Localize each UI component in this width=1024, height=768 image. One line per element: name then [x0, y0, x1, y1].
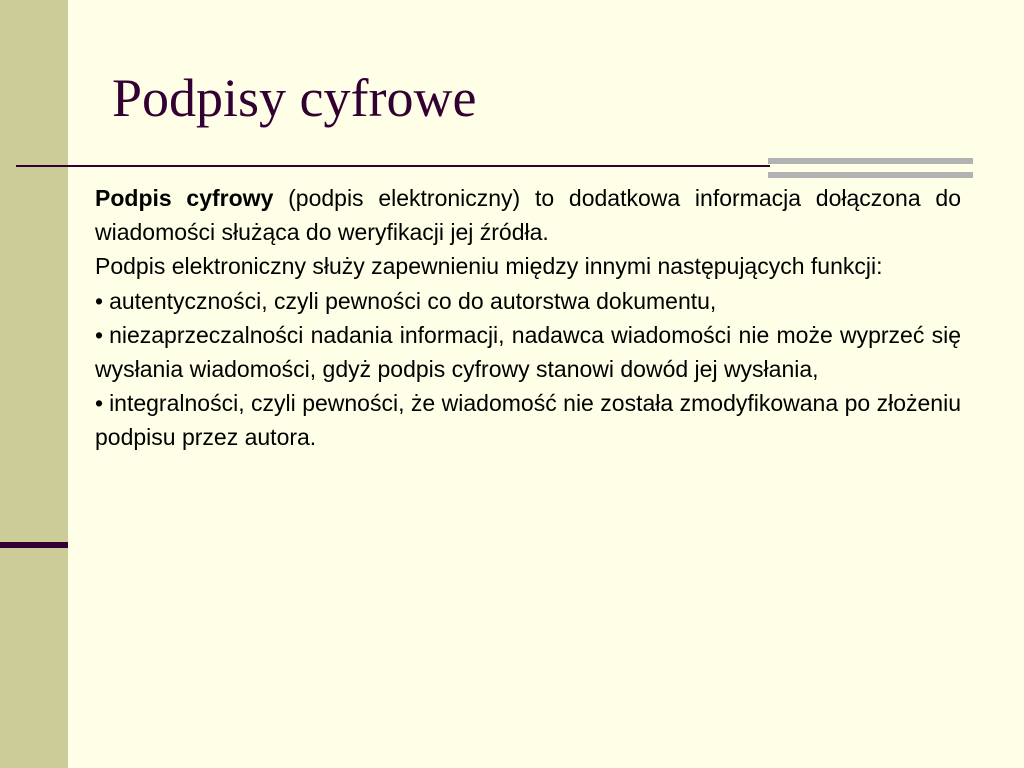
slide-title: Podpisy cyfrowe — [112, 68, 477, 128]
gray-bar-bottom — [768, 172, 973, 178]
left-sidebar-bar — [0, 0, 68, 768]
bullet-text: niezaprzeczalności nadania informacji, nadawca wiadomości nie może wyprzeć się wysłania wiadomości, gdyż podpis cyfrowy stanowi dowód jej wysłania, — [95, 321, 961, 383]
bullet-item — [95, 284, 961, 318]
title-divider — [16, 165, 770, 167]
bullet-text: autentyczności, czyli pewności co do autorstwa dokumentu, — [109, 287, 717, 314]
left-accent-line — [0, 542, 68, 548]
functions-intro: Podpis elektroniczny służy zapewnieniu między innymi następujących funkcji: — [95, 253, 883, 280]
bullet-icon: • — [95, 287, 104, 314]
bullet-icon: • — [95, 390, 104, 417]
intro-term: Podpis cyfrowy — [95, 185, 274, 211]
bullet-text: integralności, czyli pewności, że wiadomość nie została zmodyfikowana po złożeniu podpisu przez autora. — [95, 390, 961, 451]
bullet-item — [95, 386, 961, 454]
bullet-icon: • — [95, 321, 104, 348]
intro-definition: (podpis elektroniczny) to dodatkowa informacja dołączona do wiadomości służąca do weryfikacji jej źródła. — [95, 185, 961, 246]
slide-body — [95, 181, 961, 455]
bullet-item — [95, 318, 961, 386]
gray-bar-top — [768, 158, 973, 164]
divider-gray-bars — [768, 158, 973, 178]
intro-paragraph — [95, 181, 961, 249]
